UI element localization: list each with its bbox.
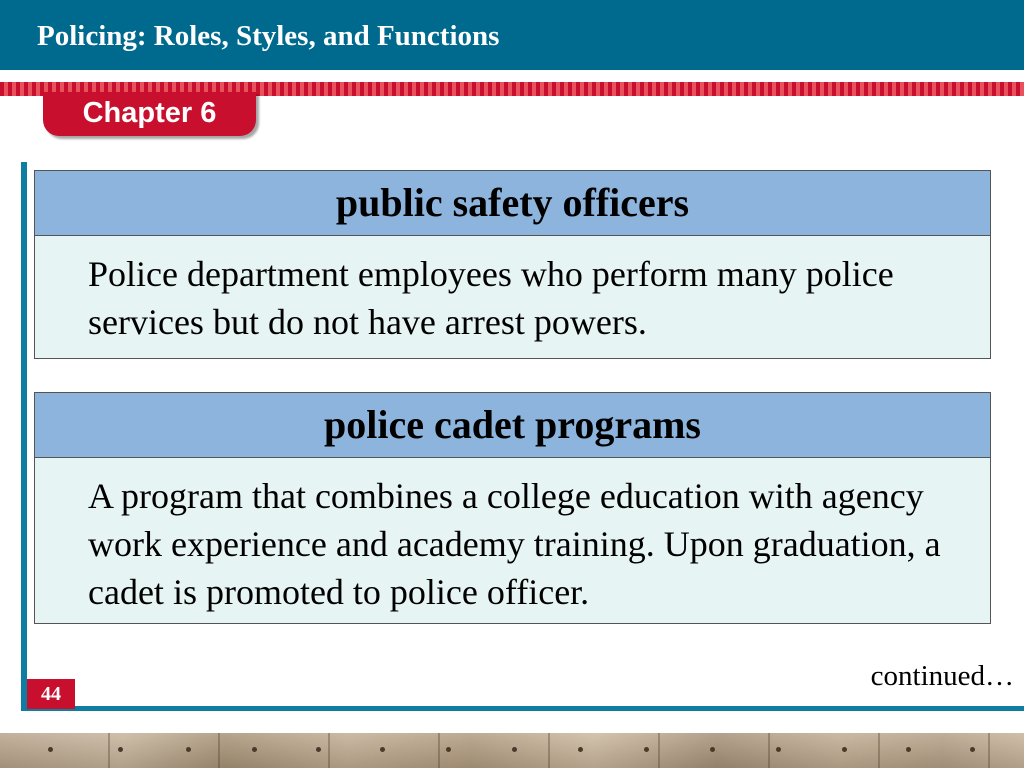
stone-rivet-icon [118, 747, 123, 752]
continued-note: continued… [870, 660, 1014, 692]
bottom-rule [21, 706, 1024, 711]
term-card-public-safety-officers [34, 170, 991, 359]
stone-rivet-icon [842, 747, 847, 752]
stone-rivet-icon [578, 747, 583, 752]
slide-title: Policing: Roles, Styles, and Functions [37, 20, 500, 52]
stone-rivet-icon [252, 747, 257, 752]
chapter-tab [43, 92, 256, 136]
page-number-badge: 44 [27, 679, 75, 709]
stone-rivet-icon [776, 747, 781, 752]
chapter-label: Chapter 6 [82, 97, 217, 129]
term-definition: Police department employees who perform many police services but do not have arrest powers. [88, 254, 894, 342]
term-card-police-cadet-programs [34, 392, 991, 624]
stone-rivet-icon [380, 747, 385, 752]
stone-texture-footer [0, 733, 1024, 768]
stone-rivet-icon [316, 747, 321, 752]
term-definition: A program that combines a college education with agency work experience and academy training. Upon graduation, a cadet is promoted to police officer. [88, 476, 941, 612]
term-heading: public safety officers [35, 171, 990, 236]
stone-rivet-icon [186, 747, 191, 752]
left-rule [21, 162, 27, 710]
title-bar [0, 0, 1024, 70]
term-heading: police cadet programs [35, 393, 990, 458]
stone-rivet-icon [906, 747, 911, 752]
stone-rivet-icon [644, 747, 649, 752]
stone-rivet-icon [446, 747, 451, 752]
stone-rivet-icon [970, 747, 975, 752]
stone-rivet-icon [48, 747, 53, 752]
stone-rivet-icon [512, 747, 517, 752]
stone-rivet-icon [710, 747, 715, 752]
